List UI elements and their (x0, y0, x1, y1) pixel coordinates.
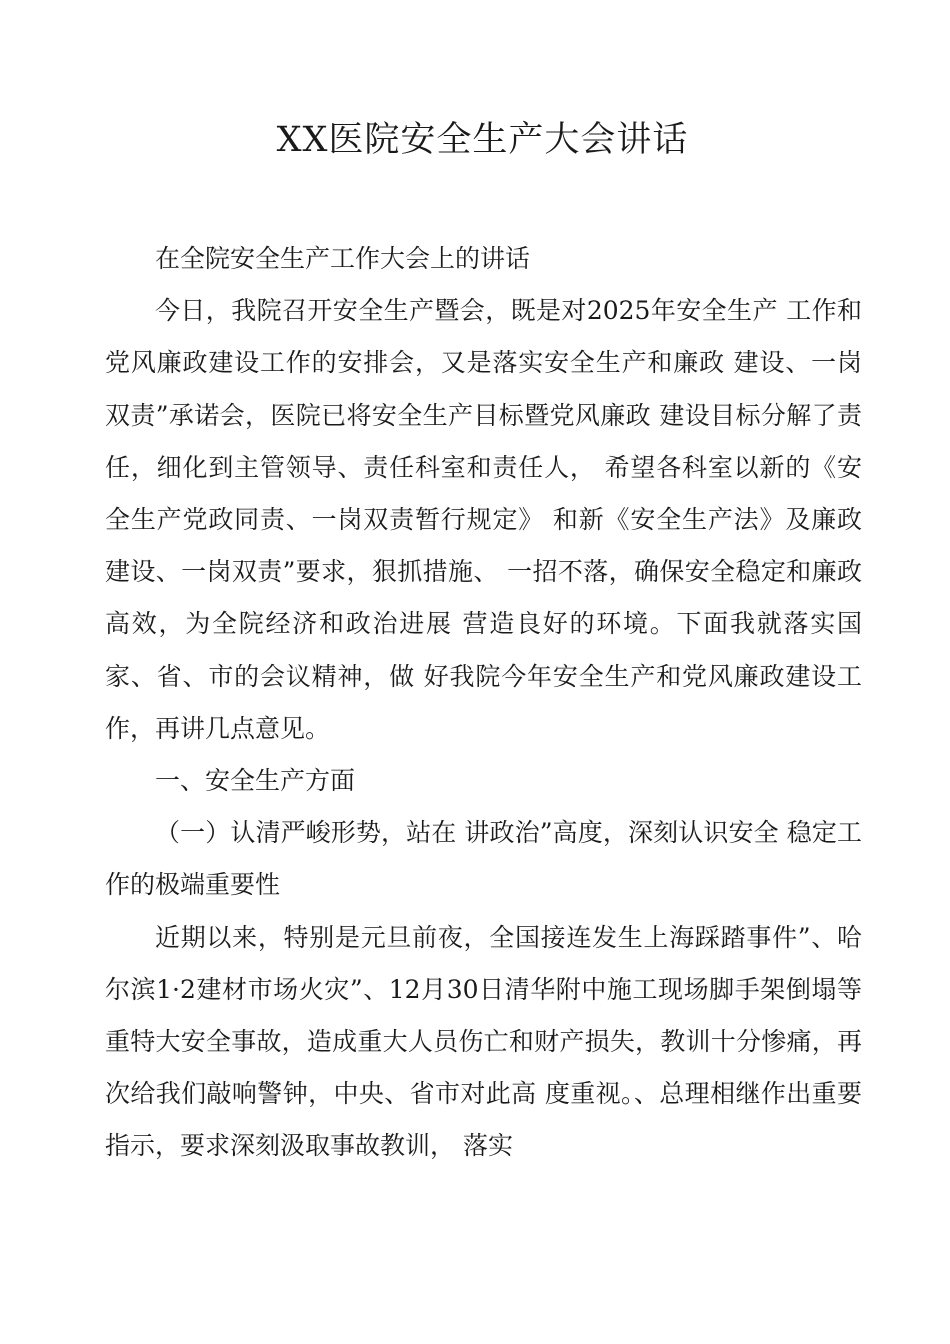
document-body (105, 233, 862, 1173)
speech-subtitle: 在全院安全生产工作大会上的讲话 (155, 244, 531, 273)
intro-paragraph: 今日，我院召开安全生产暨会，既是对2025年安全生产 工作和党风廉政建设工作的安排会，又是落实安全生产和廉政 建设、一岗双责”承诺会，医院已将安全生产目标暨党风廉政 建设目标分解了责任，细化到主管领导、责任科室和责任人， 希望各科室以新的《安全生产党政同责、一岗双责暂行规定》 和新《安全生产法》及廉政建设、一岗双责”要求，狠抓措施、 一招不落，确保安全稳定和廉政高效，为全院经济和政治进展 营造良好的环境。下面我就落实国家、省、市的会议精神，做 好我院今年安全生产和党风廉政建设工作，再讲几点意见。 (105, 296, 862, 743)
section-heading: 一、安全生产方面 (155, 766, 356, 796)
body-paragraph: 近期以来，特别是元旦前夜，全国接连发生上海踩踏事件”、哈尔滨1·2建材市场火灾”、12月30日清华附中施工现场脚手架倒塌等重特大安全事故，造成重大人员伤亡和财产损失，教训十分惨痛，再次给我们敲响警钟，中央、省市对此高 度重视。、总理相继作出重要指示，要求深刻汲取事故教训， 落实 (105, 922, 862, 1161)
document-title: XX医院安全生产大会讲话 (276, 120, 689, 160)
subsection-heading: （一）认清严峻形势，站在 讲政治”高度，深刻认识安全 稳定工作的极端重要性 (105, 818, 862, 900)
